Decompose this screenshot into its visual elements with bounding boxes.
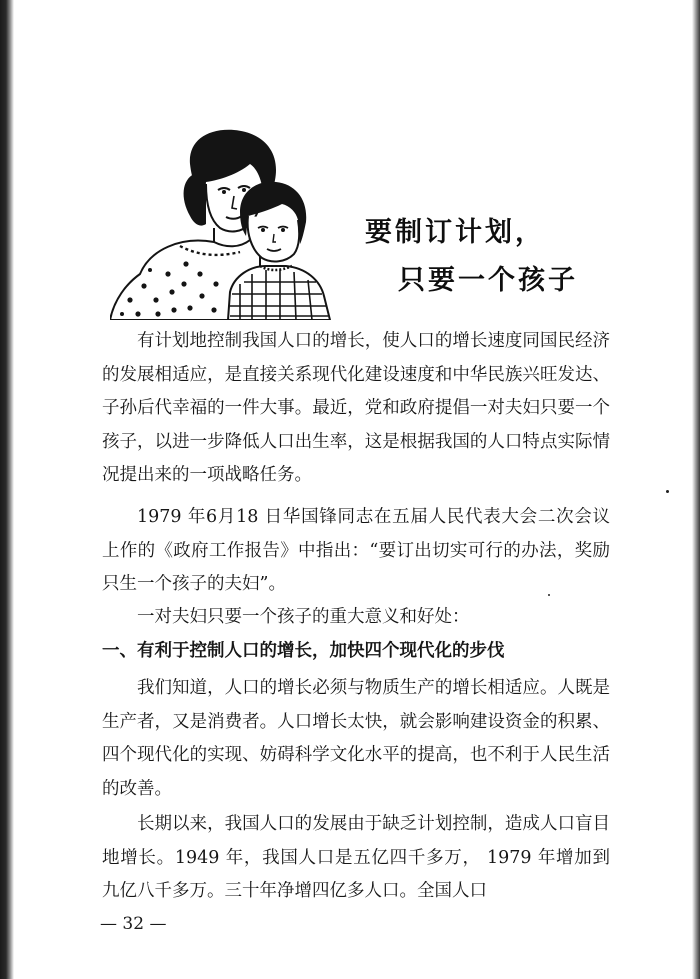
scan-edge-left [0, 0, 14, 979]
title-line-2: 只要一个孩子 [398, 265, 578, 296]
paragraph-growth [102, 672, 610, 806]
paragraph: 我们知道，人口的增长必须与物质生产的增长相适应。人既是生产者，又是消费者。人口增长太快，就会影响建设资金的积累、四个现代化的实现、妨碍科学文化水平的提高，也不利于人民生活的改善。 [102, 678, 610, 799]
section-heading: 一、有利于控制人口的增长，加快四个现代化的步伐 [102, 641, 505, 661]
section-heading-1 [102, 635, 610, 669]
paragraph: 长期以来，我国人口的发展由于缺乏计划控制，造成人口盲目地增长。1949 年，我国人口是五亿四千多万， 1979 年增加到九亿八千多万。三十年净增四亿多人口。全国人口 [102, 814, 610, 901]
scan-edge-right [692, 0, 700, 979]
paragraph-history [102, 808, 610, 909]
paragraph-quote [102, 501, 610, 602]
paragraph-significance [102, 601, 610, 635]
paragraph-intro [102, 325, 610, 493]
paragraph: 1979 年6月18 日华国锋同志在五届人民代表大会二次会议上作的《政府工作报告》中指出：“要订出切实可行的办法，奖励只生一个孩子的夫妇”。 [102, 507, 610, 594]
mother-child-illustration [110, 124, 340, 320]
paragraph: 有计划地控制我国人口的增长，使人口的增长速度同国民经济的发展相适应，是直接关系现代化建设速度和中华民族兴旺发达、子孙后代幸福的一件大事。最近，党和政府提倡一对夫妇只要一个孩子，以进一步降低人口出生率，这是根据我国的人口特点实际情况提出来的一项战略任务。 [102, 331, 610, 485]
child-figure [228, 182, 330, 320]
scan-speck [666, 490, 669, 493]
title-line-1: 要制订计划， [365, 217, 545, 248]
scan-speck [548, 594, 550, 596]
page-number: — 32 — [100, 914, 167, 934]
paragraph: 一对夫妇只要一个孩子的重大意义和好处： [137, 607, 470, 627]
